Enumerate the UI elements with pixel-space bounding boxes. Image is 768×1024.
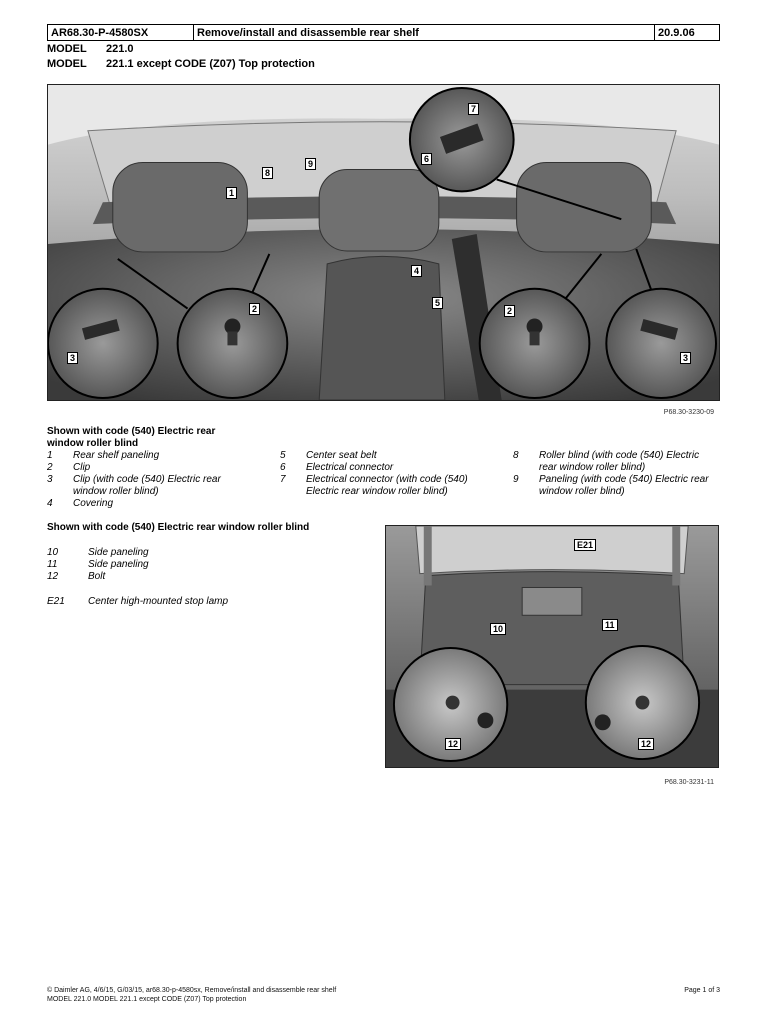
legend-item bbox=[280, 462, 486, 474]
legend-column-3 bbox=[513, 450, 719, 498]
callout-9: 9 bbox=[305, 158, 316, 170]
legend-item bbox=[47, 559, 288, 571]
legend-item bbox=[47, 547, 288, 559]
legend-number: 3 bbox=[47, 474, 53, 485]
legend-item bbox=[513, 474, 719, 498]
footer-line-2: MODEL 221.0 MODEL 221.1 except CODE (Z07) Top protection bbox=[47, 996, 247, 1003]
callout-3-right: 3 bbox=[680, 352, 691, 364]
callout-7: 7 bbox=[468, 103, 479, 115]
legend-number: 12 bbox=[47, 571, 59, 582]
rear-shelf-figure bbox=[47, 84, 720, 401]
legend-text: Electrical connector (with code (540) Electric rear window roller blind) bbox=[306, 474, 468, 497]
document-title: Remove/install and disassemble rear shelf bbox=[194, 25, 655, 40]
legend-number: 10 bbox=[47, 547, 59, 558]
document-header bbox=[47, 24, 720, 41]
legend-text: Side paneling bbox=[88, 547, 149, 558]
legend-text: Center seat belt bbox=[306, 450, 377, 461]
callout-12-left: 12 bbox=[445, 738, 461, 750]
legend-text: Paneling (with code (540) Electric rear window roller blind) bbox=[539, 474, 709, 497]
figure1-reference: P68.30-3230-09 bbox=[663, 409, 714, 416]
legend-number: 5 bbox=[280, 450, 286, 461]
legend-column-2 bbox=[280, 450, 486, 498]
callout-12-right: 12 bbox=[638, 738, 654, 750]
legend-number: 11 bbox=[47, 559, 58, 570]
legend-item bbox=[47, 450, 237, 462]
callout-e21: E21 bbox=[574, 539, 596, 551]
legend-item bbox=[47, 498, 237, 510]
legend-text: Roller blind (with code (540) Electric rear window roller blind) bbox=[539, 450, 700, 473]
model-label: MODEL bbox=[47, 43, 87, 55]
legend-item bbox=[47, 596, 288, 608]
callout-6: 6 bbox=[421, 153, 432, 165]
callout-2: 2 bbox=[249, 303, 260, 315]
legend-text: Electrical connector bbox=[306, 462, 394, 473]
callout-8: 8 bbox=[262, 167, 273, 179]
model-line-1 bbox=[47, 42, 134, 56]
model-value: 221.1 except CODE (Z07) Top protection bbox=[106, 58, 315, 70]
legend-column-5 bbox=[47, 596, 288, 608]
section1-title: Shown with code (540) Electric rear window roller blind bbox=[47, 426, 216, 449]
callout-2-right: 2 bbox=[504, 305, 515, 317]
legend-item bbox=[47, 571, 288, 583]
legend-number: 4 bbox=[47, 498, 53, 509]
callout-4: 4 bbox=[411, 265, 422, 277]
footer-line-1: © Daimler AG, 4/6/15, G/03/15, ar68.30-p-4580sx, Remove/install and disassemble rear shelf bbox=[47, 987, 337, 994]
legend-item bbox=[280, 474, 486, 498]
legend-item bbox=[47, 462, 237, 474]
callout-3: 3 bbox=[67, 352, 78, 364]
legend-item bbox=[513, 450, 719, 474]
legend-text: Side paneling bbox=[88, 559, 149, 570]
legend-number: 8 bbox=[513, 450, 519, 461]
legend-text: Clip (with code (540) Electric rear window roller blind) bbox=[73, 474, 221, 497]
legend-number: 7 bbox=[280, 474, 286, 485]
legend-text: Covering bbox=[73, 498, 114, 509]
legend-column-1 bbox=[47, 450, 237, 510]
legend-item bbox=[47, 474, 237, 498]
page-number: Page 1 of 3 bbox=[684, 987, 720, 994]
legend-column-4 bbox=[47, 547, 288, 583]
document-code: AR68.30-P-4580SX bbox=[48, 25, 194, 40]
callout-5: 5 bbox=[432, 297, 443, 309]
legend-text: Rear shelf paneling bbox=[73, 450, 160, 461]
trunk-illustration bbox=[386, 526, 718, 767]
trunk-figure bbox=[385, 525, 719, 768]
legend-text: Clip bbox=[73, 462, 91, 473]
legend-number: 6 bbox=[280, 462, 286, 473]
page-footer bbox=[47, 986, 720, 1004]
legend-text: Center high-mounted stop lamp bbox=[88, 596, 229, 607]
callout-1: 1 bbox=[226, 187, 237, 199]
legend-number: 9 bbox=[513, 474, 519, 485]
callout-10: 10 bbox=[490, 623, 506, 635]
legend-number: 2 bbox=[47, 462, 53, 473]
document-date: 20.9.06 bbox=[658, 27, 695, 39]
rear-shelf-illustration bbox=[48, 85, 719, 400]
model-value: 221.0 bbox=[106, 43, 134, 55]
legend-number: 1 bbox=[47, 450, 53, 461]
callout-11: 11 bbox=[602, 619, 618, 631]
legend-item bbox=[280, 450, 486, 462]
figure2-reference: P68.30-3231-11 bbox=[664, 779, 714, 786]
model-label: MODEL bbox=[47, 58, 87, 70]
legend-number: E21 bbox=[47, 596, 65, 607]
legend-text: Bolt bbox=[88, 571, 106, 582]
model-line-2 bbox=[47, 57, 315, 71]
section2-title: Shown with code (540) Electric rear window roller blind bbox=[47, 522, 310, 533]
